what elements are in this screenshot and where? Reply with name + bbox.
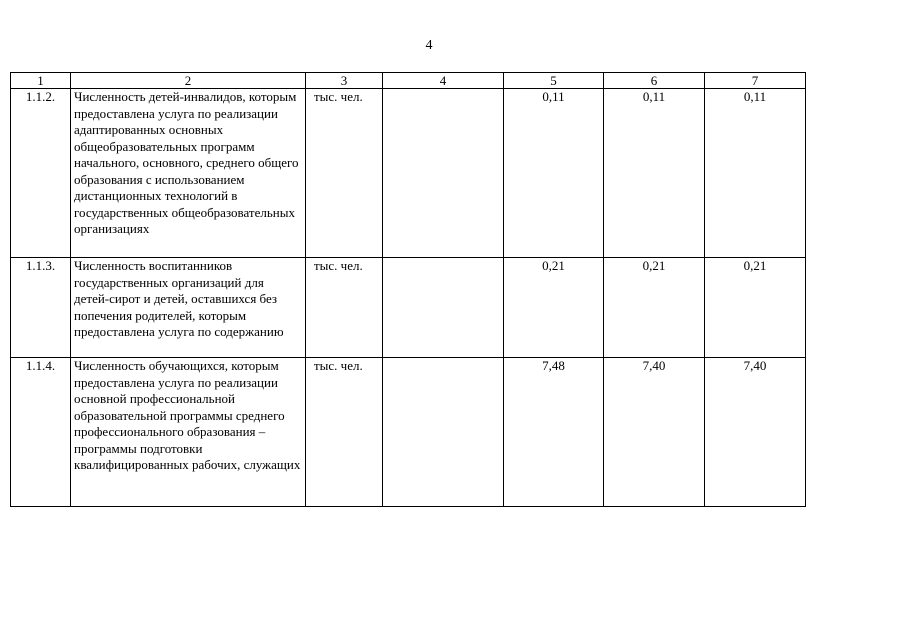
row-number: 1.1.3. — [11, 258, 71, 358]
data-table — [10, 72, 806, 507]
indicator-name: Численность детей-инвалидов, которым предоставлена услуга по реализации адаптированных основных общеобразовательных программ начального, основного, среднего общего образования с использованием дистанционных технологий в государственных общеобразовательных организациях — [71, 89, 306, 258]
indicator-name: Численность воспитанников государственных организаций для детей-сирот и детей, оставшихся без попечения родителей, которым предоставлена услуга по содержанию — [71, 258, 306, 358]
value-col-6: 7,40 — [604, 358, 705, 507]
value-col-6: 0,11 — [604, 89, 705, 258]
column-header-2: 2 — [71, 73, 306, 89]
value-col-7: 0,21 — [705, 258, 806, 358]
value-col-7: 7,40 — [705, 358, 806, 507]
table-row — [11, 89, 806, 258]
value-col-6: 0,21 — [604, 258, 705, 358]
page-number: 4 — [425, 38, 433, 53]
column-header-6: 6 — [604, 73, 705, 89]
value-col-7: 0,11 — [705, 89, 806, 258]
row-number: 1.1.4. — [11, 358, 71, 507]
column-header-row — [11, 73, 806, 89]
value-col-4 — [383, 89, 504, 258]
table-row — [11, 258, 806, 358]
column-header-7: 7 — [705, 73, 806, 89]
value-col-4 — [383, 258, 504, 358]
value-col-5: 7,48 — [504, 358, 604, 507]
value-col-4 — [383, 358, 504, 507]
unit-of-measure: тыс. чел. — [306, 89, 383, 258]
table-row — [11, 358, 806, 507]
row-number: 1.1.2. — [11, 89, 71, 258]
unit-of-measure: тыс. чел. — [306, 258, 383, 358]
column-header-3: 3 — [306, 73, 383, 89]
value-col-5: 0,11 — [504, 89, 604, 258]
value-col-5: 0,21 — [504, 258, 604, 358]
column-header-4: 4 — [383, 73, 504, 89]
indicator-name: Численность обучающихся, которым предоставлена услуга по реализации основной профессиональной образовательной программы среднего профессионального образования – программы подготовки квалифицированных рабочих, служащих — [71, 358, 306, 507]
unit-of-measure: тыс. чел. — [306, 358, 383, 507]
column-header-1: 1 — [11, 73, 71, 89]
column-header-5: 5 — [504, 73, 604, 89]
